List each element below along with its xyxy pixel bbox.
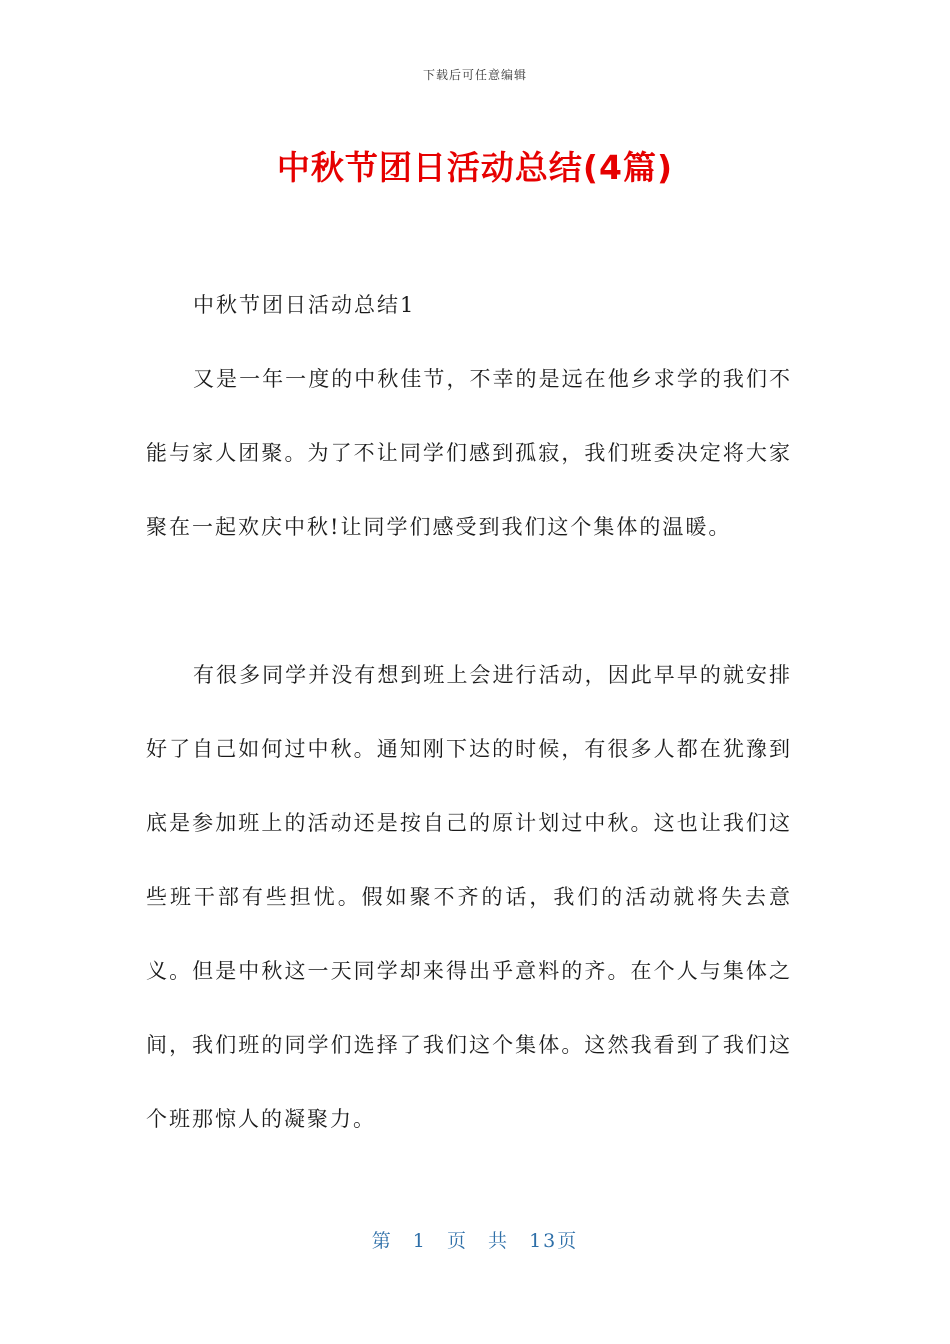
- page-header-note: 下载后可任意编辑: [422, 68, 527, 82]
- footer-label-gong: 共: [488, 1230, 510, 1252]
- footer-label-di: 第: [371, 1230, 393, 1252]
- footer-current-page: 1: [412, 1230, 427, 1252]
- paragraph-2: 有很多同学并没有想到班上会进行活动，因此早早的就安排好了自己如何过中秋。通知刚下达的时候，有很多人都在犹豫到底是参加班上的活动还是按自己的原计划过中秋。这也让我们这些班干部有些担忧。假如聚不齐的话，我们的活动就将失去意义。但是中秋这一天同学却来得出乎意料的齐。在个人与集体之间，我们班的同学们选择了我们这个集体。这然我看到了我们这个班那惊人的凝聚力。: [146, 663, 792, 1131]
- footer-label-ye: 页: [446, 1230, 468, 1252]
- document-title: 中秋节团日活动总结(4篇): [276, 148, 674, 187]
- paragraph-1: 又是一年一度的中秋佳节，不幸的是远在他乡求学的我们不能与家人团聚。为了不让同学们感到孤寂，我们班委决定将大家聚在一起欢庆中秋!让同学们感受到我们这个集体的温暖。: [146, 367, 792, 539]
- page-footer: [0, 1226, 950, 1253]
- document-body: [146, 268, 792, 1156]
- section-heading: 中秋节团日活动总结1: [193, 293, 416, 317]
- footer-total-pages: 13页: [529, 1230, 579, 1252]
